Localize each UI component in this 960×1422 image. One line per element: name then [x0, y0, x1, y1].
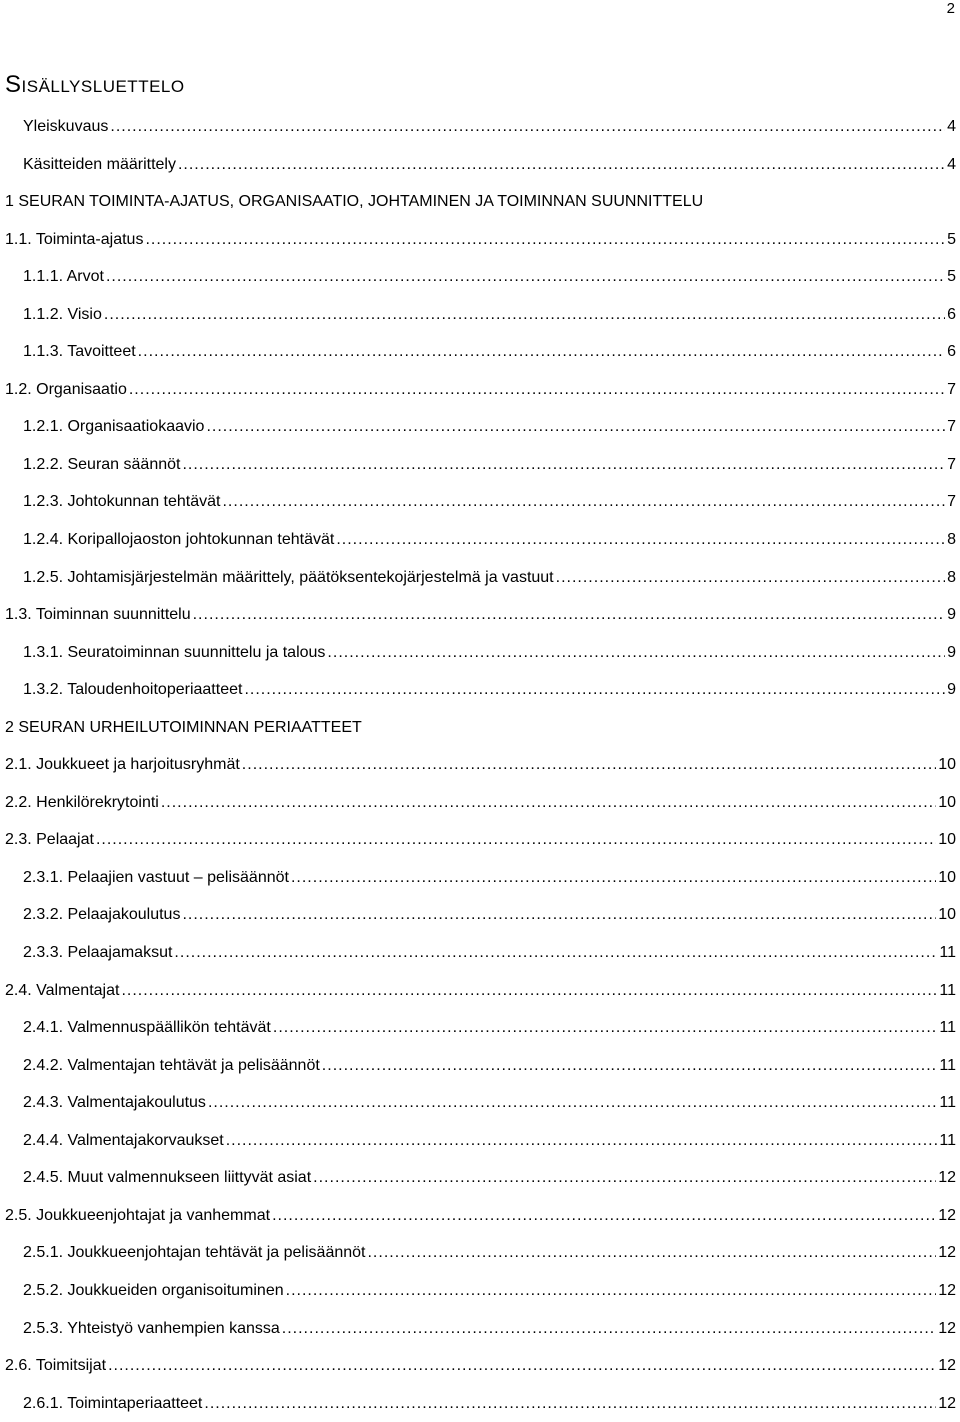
toc-entry-label: 2.4.1. Valmennuspäällikön tehtävät	[23, 1019, 271, 1037]
toc-entry[interactable]	[0, 709, 960, 747]
toc-entry[interactable]	[0, 408, 960, 446]
toc-entry-page: 11	[939, 1094, 956, 1112]
toc-leader-dots	[272, 1197, 936, 1235]
toc-entry-page: 9	[947, 681, 956, 699]
toc-leader-dots	[182, 446, 945, 484]
toc-entry-label: 2.3.3. Pelaajamaksut	[23, 944, 173, 962]
toc-entry-label: 2.4.2. Valmentajan tehtävät ja pelisäännöt	[23, 1056, 320, 1074]
toc-entry-label: 2.5.1. Joukkueenjohtajan tehtävät ja pelisäännöt	[23, 1244, 366, 1262]
toc-entry-label: 1.1.1. Arvot	[23, 268, 104, 286]
toc-entry-label: 2.4. Valmentajat	[5, 981, 120, 999]
toc-entry[interactable]	[0, 483, 960, 521]
toc-entry[interactable]	[0, 333, 960, 371]
toc-leader-dots	[282, 1310, 936, 1348]
toc-leader-dots	[145, 221, 945, 259]
toc-entry[interactable]	[0, 108, 960, 146]
toc-entry-label: 1.1. Toiminta-ajatus	[5, 230, 144, 248]
toc-entry-label: 2.1. Joukkueet ja harjoitusryhmät	[5, 756, 240, 774]
toc-entry[interactable]	[0, 1234, 960, 1272]
toc-entry-label: Käsitteiden määrittely	[23, 155, 176, 173]
toc-entry-label: 2.3.1. Pelaajien vastuut – pelisäännöt	[23, 868, 289, 886]
toc-entry-page: 11	[939, 1056, 956, 1074]
toc-entry-label: 2.6.1. Toimintaperiaatteet	[23, 1394, 203, 1412]
toc-entry[interactable]	[0, 446, 960, 484]
toc-entry-label: 1.1.3. Tavoitteet	[23, 343, 136, 361]
toc-entry-label: 1.2.3. Johtokunnan tehtävät	[23, 493, 221, 511]
toc-leader-dots	[178, 146, 945, 184]
toc-entry-page: 10	[938, 756, 956, 774]
toc-list	[0, 108, 960, 1422]
toc-entry[interactable]	[0, 371, 960, 409]
toc-entry[interactable]	[0, 1272, 960, 1310]
toc-leader-dots	[242, 746, 936, 784]
toc-leader-dots	[110, 108, 945, 146]
toc-entry-page: 11	[939, 944, 956, 962]
toc-entry-page: 6	[947, 305, 956, 323]
toc-entry[interactable]	[0, 559, 960, 597]
toc-leader-dots	[322, 1047, 938, 1085]
toc-entry-label: 2.6. Toimitsijat	[5, 1357, 107, 1375]
toc-leader-dots	[104, 296, 945, 334]
toc-entry[interactable]	[0, 934, 960, 972]
toc-entry-label: 2.5.2. Joukkueiden organisoituminen	[23, 1281, 284, 1299]
toc-entry-label: 1.3.2. Taloudenhoitoperiaatteet	[23, 681, 243, 699]
toc-entry[interactable]	[0, 1310, 960, 1348]
toc-leader-dots	[556, 559, 945, 597]
toc-entry-page: 7	[947, 493, 956, 511]
toc-entry-label: 1.1.2. Visio	[23, 305, 102, 323]
toc-entry[interactable]	[0, 1385, 960, 1422]
toc-entry[interactable]	[0, 146, 960, 184]
toc-entry[interactable]	[0, 671, 960, 709]
toc-leader-dots	[106, 258, 945, 296]
toc-entry[interactable]	[0, 1009, 960, 1047]
toc-entry[interactable]	[0, 1122, 960, 1160]
toc-leader-dots	[121, 972, 937, 1010]
toc-leader-dots	[208, 1084, 937, 1122]
toc-entry[interactable]	[0, 634, 960, 672]
toc-entry[interactable]	[0, 1047, 960, 1085]
toc-entry[interactable]	[0, 1197, 960, 1235]
toc-entry[interactable]	[0, 296, 960, 334]
toc-leader-dots	[193, 596, 945, 634]
toc-entry-label: 1.2.5. Johtamisjärjestelmän määrittely, päätöksentekojärjestelmä ja vastuut	[23, 568, 554, 586]
toc-entry[interactable]	[0, 1159, 960, 1197]
toc-leader-dots	[108, 1347, 936, 1385]
toc-entry-page: 4	[947, 155, 956, 173]
toc-leader-dots	[336, 521, 945, 559]
toc-leader-dots	[286, 1272, 937, 1310]
page-number: 2	[946, 0, 955, 17]
toc-entry-page: 8	[947, 568, 956, 586]
toc-entry-label: 2.4.5. Muut valmennukseen liittyvät asiat	[23, 1169, 312, 1187]
toc-leader-dots	[367, 1234, 936, 1272]
toc-entry-page: 12	[938, 1319, 956, 1337]
toc-leader-dots	[244, 671, 945, 709]
toc-entry[interactable]	[0, 859, 960, 897]
toc-entry-label: Yleiskuvaus	[23, 118, 109, 135]
toc-leader-dots	[222, 483, 945, 521]
toc-entry-page: 5	[947, 268, 956, 286]
toc-leader-dots	[313, 1159, 936, 1197]
toc-entry-label: 2.5. Joukkueenjohtajat ja vanhemmat	[5, 1206, 271, 1224]
toc-leader-dots	[174, 934, 937, 972]
toc-entry-page: 10	[938, 906, 956, 924]
toc-entry-page: 11	[939, 1131, 956, 1149]
toc-entry-label: 2.4.4. Valmentajakorvaukset	[23, 1131, 224, 1149]
toc-entry-label: 1.2.4. Koripallojaoston johtokunnan tehtävät	[23, 531, 335, 549]
toc-entry[interactable]	[0, 258, 960, 296]
toc-leader-dots	[96, 821, 936, 859]
toc-entry-label: 2.3.2. Pelaajakoulutus	[23, 906, 181, 924]
toc-entry-page: 11	[939, 981, 956, 999]
toc-entry-label: 2.4.3. Valmentajakoulutus	[23, 1094, 206, 1112]
toc-entry[interactable]	[0, 821, 960, 859]
toc-entry[interactable]	[0, 972, 960, 1010]
toc-leader-dots	[327, 634, 945, 672]
toc-entry-label: 1.2.1. Organisaatiokaavio	[23, 418, 205, 436]
toc-leader-dots	[129, 371, 945, 409]
toc-entry-page: 12	[938, 1169, 956, 1187]
toc-entry[interactable]	[0, 1347, 960, 1385]
toc-leader-dots	[138, 333, 945, 371]
toc-entry-page: 7	[947, 380, 956, 398]
toc-entry-label: 1.3. Toiminnan suunnittelu	[5, 606, 191, 624]
toc-entry-page: 7	[947, 418, 956, 436]
toc-leader-dots	[291, 859, 936, 897]
toc-entry-label: 1.2.2. Seuran säännöt	[23, 455, 181, 473]
toc-entry[interactable]	[0, 221, 960, 259]
toc-entry-page: 9	[947, 643, 956, 661]
toc-entry-label: 1.3.1. Seuratoiminnan suunnittelu ja talous	[23, 643, 326, 661]
toc-entry[interactable]	[0, 746, 960, 784]
toc-entry[interactable]	[0, 183, 960, 221]
toc-entry-page: 8	[947, 531, 956, 549]
toc-entry-page: 10	[938, 793, 956, 811]
toc-leader-dots	[206, 408, 945, 446]
toc-leader-dots	[182, 896, 936, 934]
toc-entry[interactable]	[0, 784, 960, 822]
toc-leader-dots	[273, 1009, 938, 1047]
toc-entry-label: 2.5.3. Yhteistyö vanhempien kanssa	[23, 1319, 280, 1337]
toc-entry[interactable]	[0, 596, 960, 634]
toc-entry-page: 5	[947, 230, 956, 248]
toc-entry-label: 2.2. Henkilörekrytointi	[5, 793, 159, 811]
toc-entry-page: 6	[947, 343, 956, 361]
toc-entry-page: 12	[938, 1281, 956, 1299]
toc-entry-page: 4	[947, 118, 956, 135]
toc-entry-page: 12	[938, 1206, 956, 1224]
toc-entry-page: 10	[938, 868, 956, 886]
toc-title: Sisällysluettelo	[5, 71, 185, 98]
toc-entry[interactable]	[0, 896, 960, 934]
toc-entry-page: 9	[947, 606, 956, 624]
toc-entry-page: 12	[938, 1394, 956, 1412]
toc-leader-dots	[204, 1385, 936, 1422]
toc-entry[interactable]	[0, 1084, 960, 1122]
toc-entry[interactable]	[0, 521, 960, 559]
toc-entry-label: 2.3. Pelaajat	[5, 831, 94, 849]
toc-entry-page: 7	[947, 455, 956, 473]
toc-entry-label: 1.2. Organisaatio	[5, 380, 127, 398]
toc-entry-page: 11	[939, 1019, 956, 1037]
toc-entry-page: 12	[938, 1244, 956, 1262]
toc-entry-page: 12	[938, 1357, 956, 1375]
toc-entry-label: 2 SEURAN URHEILUTOIMINNAN PERIAATTEET	[5, 718, 362, 736]
toc-entry-label: 1 SEURAN TOIMINTA-AJATUS, ORGANISAATIO, JOHTAMINEN JA TOIMINNAN SUUNNITTELU	[5, 193, 704, 211]
toc-leader-dots	[161, 784, 936, 822]
toc-leader-dots	[226, 1122, 938, 1160]
toc-entry-page: 10	[938, 831, 956, 849]
